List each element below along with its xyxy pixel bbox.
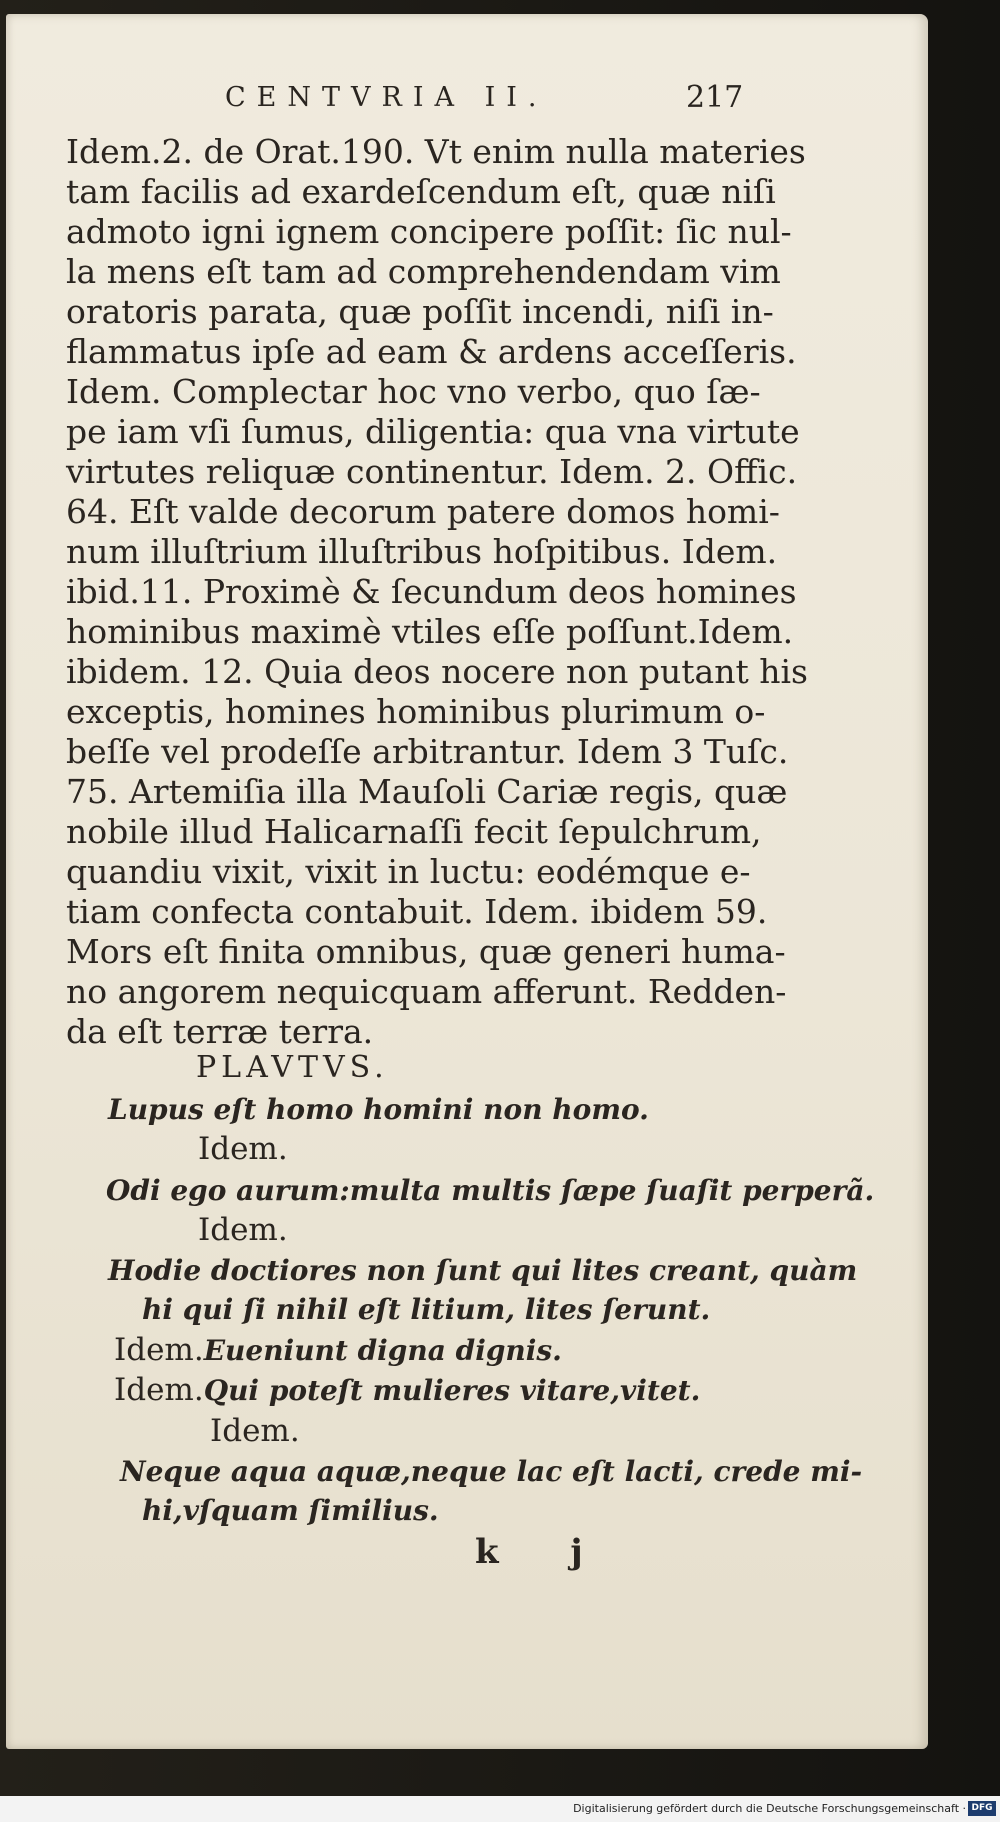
prose-line: pe iam vſi ſumus, diligentia: qua vna virtute: [66, 412, 800, 451]
prose-line: oratoris parata, quæ poſſit incendi, niſi in-: [66, 292, 774, 331]
prose-line: quandiu vixit, vixit in luctu: eodémque e-: [66, 852, 751, 891]
prose-line: ibid.11. Proximè & ſecundum deos homines: [66, 572, 797, 611]
attribution-idem: Idem.: [198, 1212, 288, 1248]
attribution-idem: Idem.: [114, 1332, 204, 1368]
quote-line: [114, 1332, 562, 1368]
quote-line: Neque aqua aquæ,neque lac eſt lacti, crede mi-: [120, 1455, 863, 1488]
signature-mark: k j: [475, 1532, 613, 1572]
prose-line: 75. Artemiſia illa Mauſoli Cariæ regis, quæ: [66, 772, 788, 811]
prose-line: exceptis, homines hominibus plurimum o-: [66, 692, 766, 731]
quote-line: hi qui ſi nihil eſt litium, lites ſerunt.: [142, 1293, 711, 1326]
prose-line: flammatus ipſe ad eam & ardens acceſſeris.: [66, 332, 797, 371]
page-number: 217: [686, 80, 744, 115]
prose-line: beſſe vel prodeſſe arbitrantur. Idem 3 Tuſc.: [66, 732, 789, 771]
quote-line: Hodie doctiores non ſunt qui lites creant, quàm: [108, 1254, 858, 1287]
prose-line: tiam confecta contabuit. Idem. ibidem 59.: [66, 892, 768, 931]
prose-line: da eſt terræ terra.: [66, 1012, 374, 1051]
prose-line: nobile illud Halicarnaſſi fecit ſepulchrum,: [66, 812, 762, 851]
prose-line: la mens eſt tam ad comprehendendam vim: [66, 252, 781, 291]
prose-line: Idem. Complectar hoc vno verbo, quo ſæ-: [66, 372, 761, 411]
prose-line: Mors eſt finita omnibus, quæ generi huma-: [66, 932, 786, 971]
prose-line: ibidem. 12. Quia deos nocere non putant his: [66, 652, 808, 691]
attribution-idem: Idem.: [114, 1372, 204, 1408]
prose-line: virtutes reliquæ continentur. Idem. 2. Offic.: [66, 452, 798, 491]
quote-line: hi,vſquam ſimilius.: [142, 1494, 439, 1527]
running-head: CENTVRIA II.: [225, 82, 548, 113]
dfg-logo-badge: DFG: [968, 1801, 996, 1816]
prose-line: no angorem nequicquam afferunt. Redden-: [66, 972, 787, 1011]
prose-line: Idem.2. de Orat.190. Vt enim nulla materies: [66, 132, 806, 171]
prose-line: hominibus maximè vtiles eſſe poſſunt.Idem.: [66, 612, 794, 651]
quote-line: Odi ego aurum:multa multis ſæpe ſuaſit perperã.: [106, 1174, 875, 1207]
quote-line: [114, 1372, 700, 1408]
attribution-idem: Idem.: [210, 1413, 300, 1449]
quote-text: Qui poteſt mulieres vitare,vitet.: [203, 1374, 701, 1407]
prose-block: [66, 132, 808, 1052]
prose-line: num illuſtrium illuſtribus hoſpitibus. Idem.: [66, 532, 778, 571]
prose-line: tam facilis ad exardeſcendum eſt, quæ niſi: [66, 172, 776, 211]
quote-line: Lupus eſt homo homini non homo.: [108, 1093, 649, 1126]
prose-line: admoto igni ignem concipere poſſit: ſic nul-: [66, 212, 792, 251]
attribution-idem: Idem.: [198, 1131, 288, 1167]
digitization-credit: Digitalisierung gefördert durch die Deutsche Forschungsgemeinschaft ·: [573, 1802, 966, 1815]
speaker-heading-plautus: PLAVTVS.: [196, 1050, 389, 1085]
quote-text: Eueniunt digna dignis.: [203, 1334, 562, 1367]
prose-line: 64. Eſt valde decorum patere domos homi-: [66, 492, 780, 531]
